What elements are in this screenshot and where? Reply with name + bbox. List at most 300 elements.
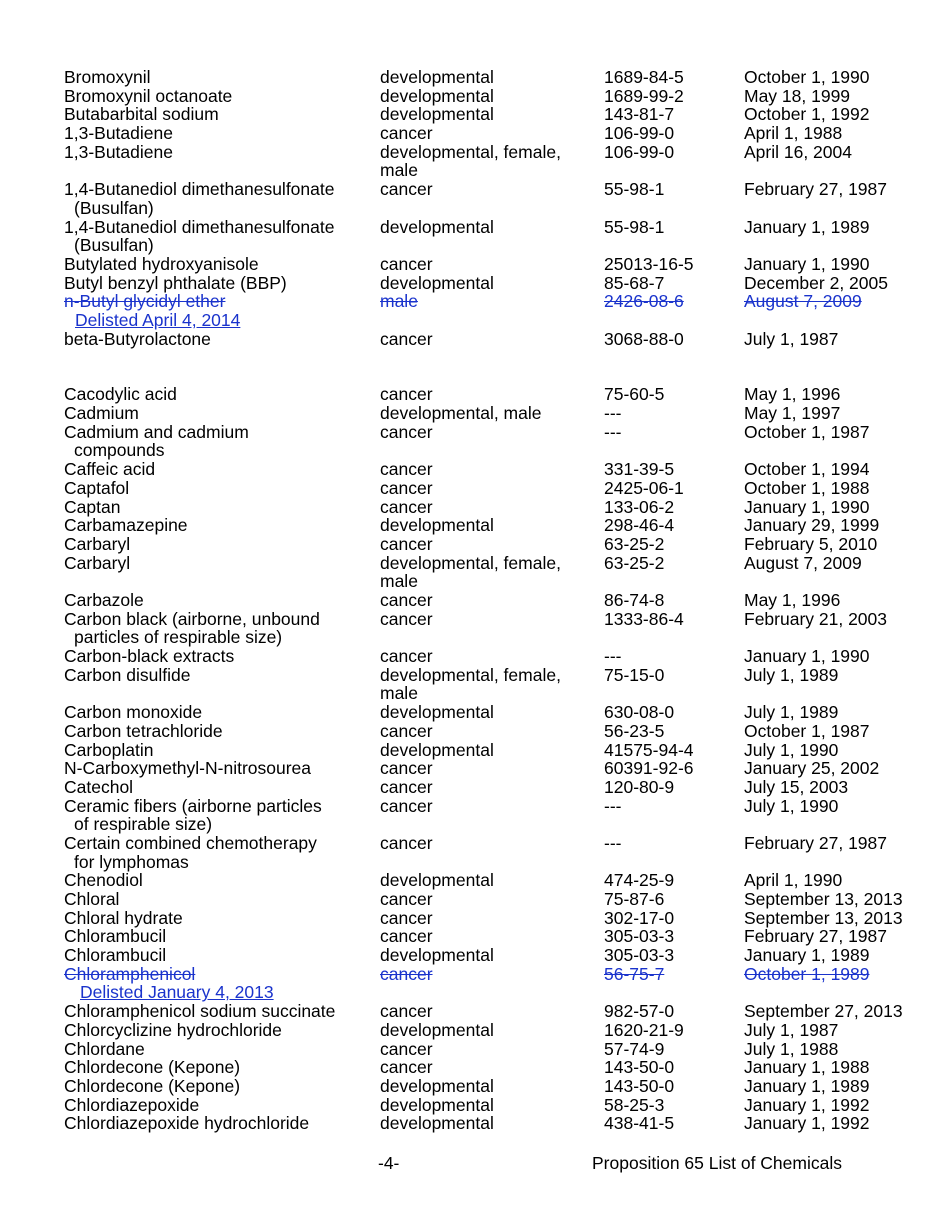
table-row	[0, 927, 950, 946]
chemical-name-line: Chloramphenicol	[64, 963, 196, 984]
toxicity-line: cancer	[380, 720, 433, 741]
table-row	[0, 143, 950, 180]
toxicity-line: cancer	[380, 179, 433, 200]
table-row	[0, 554, 950, 591]
chemical-name-line: Chlordiazepoxide	[64, 1094, 200, 1115]
cas-number: 1689-99-2	[604, 85, 684, 106]
date-listed: January 29, 1999	[744, 515, 880, 536]
toxicity-type	[380, 124, 590, 143]
table-row	[0, 741, 950, 760]
cas-number: 75-60-5	[604, 384, 665, 405]
toxicity-type	[380, 87, 590, 106]
chemical-name-line: Ceramic fibers (airborne particles	[64, 795, 322, 816]
cas-number: 56-23-5	[604, 720, 665, 741]
toxicity-type	[380, 218, 590, 237]
toxicity-type	[380, 778, 590, 797]
chemical-name	[64, 1021, 364, 1040]
toxicity-line: cancer	[380, 646, 433, 667]
toxicity-type	[380, 741, 590, 760]
date-listed: May 1, 1996	[744, 384, 841, 405]
chemical-name-line: Cadmium	[64, 403, 139, 424]
chemical-name-line: Chenodiol	[64, 870, 143, 891]
chemical-name-continuation: compounds	[74, 440, 165, 461]
table-row	[0, 516, 950, 535]
chemical-name-line: 1,3-Butadiene	[64, 141, 173, 162]
table-row	[0, 778, 950, 797]
chemical-name-continuation: particles of respirable size)	[74, 627, 283, 648]
cas-number: 474-25-9	[604, 870, 675, 891]
chemical-name-line: Captafol	[64, 477, 130, 498]
table-row	[0, 255, 950, 274]
chemical-name-line: Carbon monoxide	[64, 702, 203, 723]
chemical-name	[64, 759, 364, 778]
toxicity-type	[380, 274, 590, 293]
table-row	[0, 180, 950, 217]
chemical-name	[64, 218, 364, 255]
toxicity-type	[380, 479, 590, 498]
chemical-name	[64, 946, 364, 965]
toxicity-type	[380, 610, 590, 629]
cas-number: 60391-92-6	[604, 758, 694, 779]
toxicity-type	[380, 666, 590, 703]
chemical-name-line: Chlorambucil	[64, 926, 167, 947]
table-row	[0, 1077, 950, 1096]
toxicity-line: developmental	[380, 945, 494, 966]
date-listed: July 1, 1988	[744, 1038, 839, 1059]
date-listed: January 1, 1989	[744, 216, 870, 237]
date-listed: January 1, 1992	[744, 1094, 870, 1115]
cas-number: 143-81-7	[604, 104, 675, 125]
table-row	[0, 1058, 950, 1077]
toxicity-type	[380, 554, 590, 591]
toxicity-type	[380, 1058, 590, 1077]
chemical-name	[64, 778, 364, 797]
chemical-name	[64, 909, 364, 928]
chemical-name	[64, 292, 364, 329]
cas-number: 1689-84-5	[604, 67, 684, 87]
toxicity-line: developmental	[380, 515, 494, 536]
table-row	[0, 1002, 950, 1021]
chemical-name	[64, 647, 364, 666]
toxicity-type	[380, 1040, 590, 1059]
toxicity-line: developmental, female,	[380, 141, 561, 162]
toxicity-line: developmental	[380, 104, 494, 125]
chemical-name	[64, 927, 364, 946]
chemical-name	[64, 385, 364, 404]
chemical-name-line: Chloral	[64, 889, 120, 910]
date-listed: October 1, 1987	[744, 421, 870, 442]
chemical-name-line: 1,3-Butadiene	[64, 123, 173, 144]
cas-number: ---	[604, 832, 622, 853]
cas-number: 305-03-3	[604, 926, 675, 947]
chemical-name	[64, 143, 364, 162]
table-row	[0, 1114, 950, 1133]
chemical-name-line: Butylated hydroxyanisole	[64, 253, 259, 274]
toxicity-line: male	[380, 160, 418, 181]
chemical-name-line: Chloramphenicol sodium succinate	[64, 1001, 336, 1022]
date-listed: January 1, 1989	[744, 1075, 870, 1096]
cas-number: 120-80-9	[604, 776, 675, 797]
cas-number: 1620-21-9	[604, 1019, 684, 1040]
cas-number: 143-50-0	[604, 1057, 675, 1078]
chemical-name-line: N-Carboxymethyl-N-nitrosourea	[64, 758, 312, 779]
chemical-name-line: Carbazole	[64, 589, 144, 610]
chemical-name-line: Bromoxynil octanoate	[64, 85, 233, 106]
chemical-name	[64, 180, 364, 217]
toxicity-line: male	[380, 571, 418, 592]
table-row	[0, 385, 950, 404]
toxicity-line: developmental	[380, 67, 494, 87]
table-row	[0, 591, 950, 610]
chemical-name	[64, 404, 364, 423]
toxicity-type	[380, 871, 590, 890]
chemical-name-line: Carboplatin	[64, 739, 154, 760]
toxicity-line: cancer	[380, 889, 433, 910]
table-row	[0, 834, 950, 871]
chemical-name-continuation: for lymphomas	[74, 851, 189, 872]
date-listed: July 1, 1990	[744, 795, 839, 816]
toxicity-type	[380, 722, 590, 741]
toxicity-type	[380, 1077, 590, 1096]
date-listed: July 1, 1989	[744, 702, 839, 723]
table-row	[0, 124, 950, 143]
date-listed: October 1, 1989	[744, 963, 870, 984]
date-listed: January 1, 1988	[744, 1057, 870, 1078]
date-listed: October 1, 1994	[744, 459, 870, 480]
chemical-name	[64, 666, 364, 685]
chemical-name-line: Carbaryl	[64, 552, 131, 573]
date-listed: July 1, 1989	[744, 664, 839, 685]
chemical-name-line: Carbon-black extracts	[64, 646, 235, 667]
date-listed: February 27, 1987	[744, 179, 888, 200]
date-listed: February 21, 2003	[744, 608, 888, 629]
date-listed: October 1, 1987	[744, 720, 870, 741]
toxicity-line: cancer	[380, 758, 433, 779]
cas-number: 2426-08-6	[604, 291, 684, 312]
toxicity-type	[380, 834, 590, 853]
date-listed: January 1, 1992	[744, 1113, 870, 1134]
toxicity-line: cancer	[380, 608, 433, 629]
cas-number: 302-17-0	[604, 907, 675, 928]
cas-number: 438-41-5	[604, 1113, 675, 1134]
toxicity-line: cancer	[380, 459, 433, 480]
date-listed: January 1, 1990	[744, 496, 870, 517]
chemical-name	[64, 87, 364, 106]
toxicity-type	[380, 1021, 590, 1040]
toxicity-type	[380, 105, 590, 124]
chemical-name-line: Carbon disulfide	[64, 664, 191, 685]
toxicity-line: cancer	[380, 963, 433, 984]
toxicity-line: cancer	[380, 421, 433, 442]
chemical-name	[64, 1040, 364, 1059]
toxicity-line: developmental	[380, 870, 494, 891]
chemical-name	[64, 498, 364, 517]
date-listed: February 27, 1987	[744, 926, 888, 947]
cas-number: 75-87-6	[604, 889, 665, 910]
toxicity-line: cancer	[380, 328, 433, 349]
toxicity-line: developmental	[380, 272, 494, 293]
table-row	[0, 890, 950, 909]
toxicity-line: developmental	[380, 702, 494, 723]
table-row	[0, 797, 950, 834]
cas-number: ---	[604, 795, 622, 816]
chemical-name-line: Chlorcyclizine hydrochloride	[64, 1019, 282, 1040]
toxicity-type	[380, 385, 590, 404]
table-row	[0, 647, 950, 666]
table-row	[0, 274, 950, 293]
chemical-name-line: Butyl benzyl phthalate (BBP)	[64, 272, 287, 293]
chemical-name	[64, 479, 364, 498]
chemical-name-line: Chlordiazepoxide hydrochloride	[64, 1113, 310, 1134]
date-listed: July 1, 1990	[744, 739, 839, 760]
cas-number: 75-15-0	[604, 664, 665, 685]
toxicity-line: cancer	[380, 907, 433, 928]
cas-number: ---	[604, 646, 622, 667]
table-row	[0, 666, 950, 703]
cas-number: 41575-94-4	[604, 739, 694, 760]
toxicity-line: developmental	[380, 1019, 494, 1040]
date-listed: January 1, 1990	[744, 646, 870, 667]
toxicity-type	[380, 797, 590, 816]
toxicity-type	[380, 759, 590, 778]
cas-number: 63-25-2	[604, 552, 665, 573]
date-listed: July 15, 2003	[744, 776, 849, 797]
delisted-table-row	[0, 292, 950, 329]
chemical-name	[64, 516, 364, 535]
toxicity-line: developmental, female,	[380, 664, 561, 685]
delisted-link[interactable]: Delisted April 4, 2014	[75, 310, 241, 330]
toxicity-type	[380, 1096, 590, 1115]
toxicity-type	[380, 1002, 590, 1021]
delisted-link[interactable]: Delisted January 4, 2013	[80, 982, 274, 1003]
table-row	[0, 460, 950, 479]
toxicity-type	[380, 330, 590, 349]
toxicity-type	[380, 68, 590, 87]
chemical-name	[64, 1058, 364, 1077]
chemical-name-line: Caffeic acid	[64, 459, 156, 480]
chemical-name-line: Chlorambucil	[64, 945, 167, 966]
cas-number: 25013-16-5	[604, 253, 694, 274]
chemical-name	[64, 871, 364, 890]
chemical-name-line: Chlordecone (Kepone)	[64, 1075, 241, 1096]
date-listed: January 1, 1990	[744, 253, 870, 274]
date-listed: May 1, 1996	[744, 589, 841, 610]
date-listed: May 1, 1997	[744, 403, 841, 424]
toxicity-line: cancer	[380, 1057, 433, 1078]
toxicity-line: cancer	[380, 589, 433, 610]
cas-number: 298-46-4	[604, 515, 675, 536]
date-listed: July 1, 1987	[744, 1019, 839, 1040]
chemical-name	[64, 834, 364, 871]
cas-number: 58-25-3	[604, 1094, 665, 1115]
cas-number: ---	[604, 403, 622, 424]
chemical-name	[64, 1002, 364, 1021]
cas-number: 331-39-5	[604, 459, 675, 480]
date-listed: February 5, 2010	[744, 533, 878, 554]
table-row	[0, 535, 950, 554]
cas-number: 85-68-7	[604, 272, 665, 293]
toxicity-line: cancer	[380, 384, 433, 405]
toxicity-line: developmental	[380, 85, 494, 106]
chemical-name	[64, 330, 364, 349]
chemical-list-table	[0, 68, 950, 1133]
toxicity-type	[380, 890, 590, 909]
chemical-name-line: beta-Butyrolactone	[64, 328, 211, 349]
chemical-name	[64, 890, 364, 909]
date-listed: April 1, 1988	[744, 123, 843, 144]
chemical-name-line: Certain combined chemotherapy	[64, 832, 317, 853]
cas-number: 106-99-0	[604, 141, 675, 162]
toxicity-type	[380, 460, 590, 479]
toxicity-line: cancer	[380, 496, 433, 517]
chemical-name	[64, 255, 364, 274]
section-spacer	[0, 348, 950, 385]
chemical-name-line: Carbon tetrachloride	[64, 720, 223, 741]
table-row	[0, 87, 950, 106]
toxicity-type	[380, 1114, 590, 1133]
chemical-name-line: Captan	[64, 496, 121, 517]
chemical-name	[64, 722, 364, 741]
toxicity-type	[380, 946, 590, 965]
date-listed: January 1, 1989	[744, 945, 870, 966]
table-row	[0, 218, 950, 255]
toxicity-type	[380, 591, 590, 610]
toxicity-type	[380, 965, 590, 984]
table-row	[0, 404, 950, 423]
table-row	[0, 1040, 950, 1059]
table-row	[0, 105, 950, 124]
table-row	[0, 1096, 950, 1115]
cas-number: 630-08-0	[604, 702, 675, 723]
chemical-name	[64, 610, 364, 647]
chemical-name	[64, 1077, 364, 1096]
cas-number: ---	[604, 421, 622, 442]
chemical-name-continuation: of respirable size)	[74, 814, 213, 835]
chemical-name-line: Cacodylic acid	[64, 384, 177, 405]
chemical-name-line: Catechol	[64, 776, 134, 797]
toxicity-line: male	[380, 683, 418, 704]
toxicity-type	[380, 255, 590, 274]
delisted-table-row	[0, 965, 950, 1002]
table-row	[0, 479, 950, 498]
table-row	[0, 871, 950, 890]
toxicity-line: cancer	[380, 1001, 433, 1022]
chemical-name	[64, 1096, 364, 1115]
chemical-name-line: Bromoxynil	[64, 67, 151, 87]
chemical-name-line: Carbaryl	[64, 533, 131, 554]
date-listed: October 1, 1992	[744, 104, 870, 125]
toxicity-line: cancer	[380, 926, 433, 947]
table-row	[0, 909, 950, 928]
chemical-name-line: Cadmium and cadmium	[64, 421, 249, 442]
toxicity-type	[380, 535, 590, 554]
chemical-name	[64, 535, 364, 554]
table-row	[0, 1021, 950, 1040]
chemical-name-line: Butabarbital sodium	[64, 104, 219, 125]
chemical-name-line: Carbamazepine	[64, 515, 188, 536]
chemical-name	[64, 965, 364, 1002]
toxicity-line: developmental	[380, 1113, 494, 1134]
toxicity-line: cancer	[380, 832, 433, 853]
chemical-name	[64, 274, 364, 293]
chemical-name-line: n-Butyl glycidyl ether	[64, 291, 226, 312]
toxicity-type	[380, 909, 590, 928]
cas-number: 3068-88-0	[604, 328, 684, 349]
table-row	[0, 330, 950, 349]
table-row	[0, 946, 950, 965]
date-listed: September 13, 2013	[744, 907, 903, 928]
toxicity-line: cancer	[380, 776, 433, 797]
cas-number: 1333-86-4	[604, 608, 684, 629]
date-listed: October 1, 1990	[744, 67, 870, 87]
chemical-name	[64, 124, 364, 143]
chemical-name-line: Chlordane	[64, 1038, 145, 1059]
date-listed: July 1, 1987	[744, 328, 839, 349]
chemical-name	[64, 741, 364, 760]
date-listed: January 25, 2002	[744, 758, 880, 779]
date-listed: April 1, 1990	[744, 870, 843, 891]
cas-number: 55-98-1	[604, 216, 665, 237]
toxicity-line: cancer	[380, 1038, 433, 1059]
chemical-name-continuation: (Busulfan)	[74, 197, 154, 218]
toxicity-line: developmental, female,	[380, 552, 561, 573]
cas-number: 2425-06-1	[604, 477, 684, 498]
date-listed: February 27, 1987	[744, 832, 888, 853]
chemical-name	[64, 460, 364, 479]
toxicity-line: cancer	[380, 795, 433, 816]
date-listed: May 18, 1999	[744, 85, 851, 106]
date-listed: August 7, 2009	[744, 552, 862, 573]
table-row	[0, 498, 950, 517]
cas-number: 982-57-0	[604, 1001, 675, 1022]
document-title: Proposition 65 List of Chemicals	[592, 1153, 842, 1173]
toxicity-line: developmental	[380, 1094, 494, 1115]
date-listed: April 16, 2004	[744, 141, 852, 162]
toxicity-type	[380, 927, 590, 946]
toxicity-type	[380, 498, 590, 517]
toxicity-type	[380, 423, 590, 442]
cas-number: 55-98-1	[604, 179, 665, 200]
cas-number: 57-74-9	[604, 1038, 665, 1059]
toxicity-line: developmental, male	[380, 403, 542, 424]
date-listed: September 27, 2013	[744, 1001, 903, 1022]
chemical-name	[64, 1114, 364, 1133]
cas-number: 86-74-8	[604, 589, 665, 610]
cas-number: 56-75-7	[604, 963, 665, 984]
cas-number: 305-03-3	[604, 945, 675, 966]
chemical-name	[64, 797, 364, 834]
toxicity-line: developmental	[380, 1075, 494, 1096]
chemical-name-line: Chlordecone (Kepone)	[64, 1057, 241, 1078]
toxicity-line: cancer	[380, 477, 433, 498]
chemical-name	[64, 68, 364, 87]
table-row	[0, 423, 950, 460]
chemical-name-line: Chloral hydrate	[64, 907, 183, 928]
date-listed: September 13, 2013	[744, 889, 903, 910]
chemical-name-line: Carbon black (airborne, unbound	[64, 608, 320, 629]
page-number: -4-	[378, 1153, 400, 1173]
chemical-name	[64, 554, 364, 573]
toxicity-type	[380, 404, 590, 423]
toxicity-type	[380, 647, 590, 666]
table-row	[0, 610, 950, 647]
toxicity-type	[380, 703, 590, 722]
cas-number: 106-99-0	[604, 123, 675, 144]
date-listed: December 2, 2005	[744, 272, 888, 293]
toxicity-line: cancer	[380, 253, 433, 274]
table-row	[0, 703, 950, 722]
table-row	[0, 722, 950, 741]
